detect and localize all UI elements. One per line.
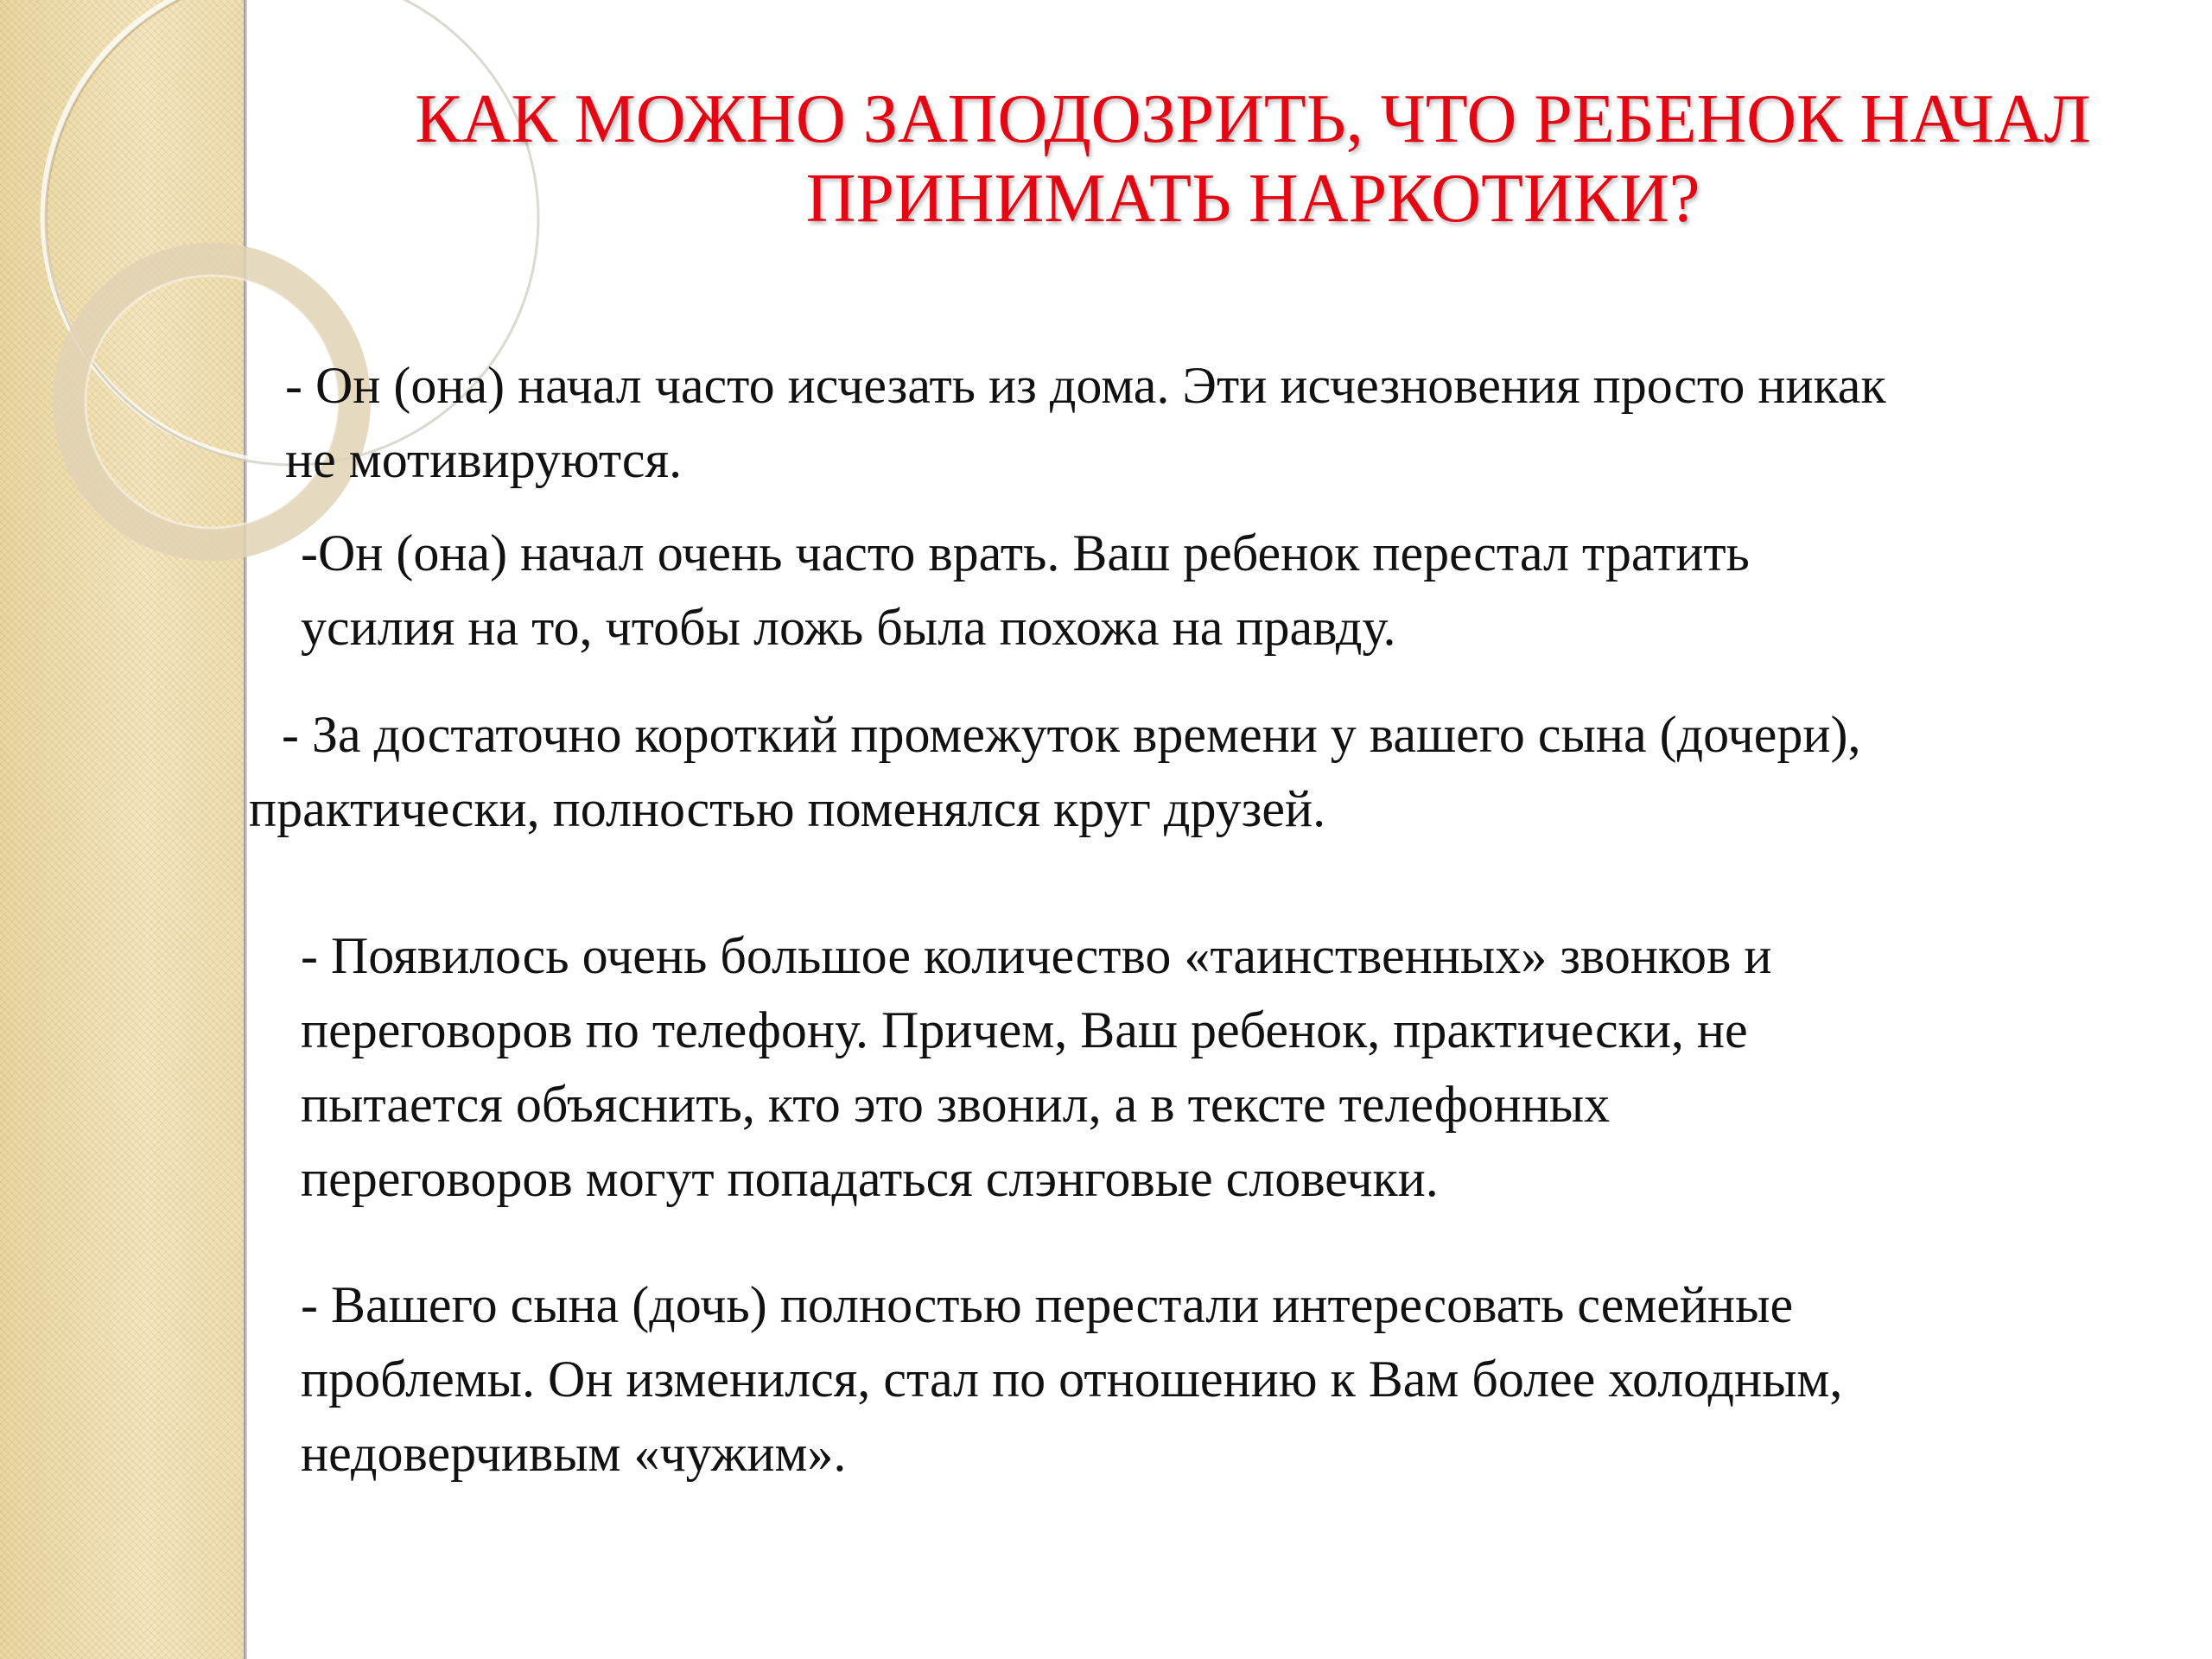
paragraph-line: - Появилось очень большое количество «таинственных» звонков и [301,927,1772,984]
title-line-2: ПРИНИМАТЬ НАРКОТИКИ? [805,161,1700,237]
paragraph-lying [301,516,1750,664]
paragraph-disappearing [285,348,1886,497]
paragraph-family [301,1268,1842,1491]
paragraph-line: недоверчивым «чужим». [301,1425,847,1482]
title-line-1: КАК МОЖНО ЗАПОДОЗРИТЬ, ЧТО РЕБЕНОК НАЧАЛ [415,81,2091,157]
paragraph-line: практически, полностью поменялся круг друзей. [249,780,1326,837]
paragraph-line: переговоров по телефону. Причем, Ваш ребенок, практически, не [301,1001,1748,1058]
paragraph-calls [301,918,1771,1216]
paragraph-line: - За достаточно короткий промежуток времени у вашего сына (дочери), [282,706,1861,763]
paragraph-line: проблемы. Он изменился, стал по отношению к Вам более холодным, [301,1351,1843,1408]
paragraph-line: - Вашего сына (дочь) полностью перестали интересовать семейные [301,1276,1794,1333]
paragraph-line: не мотивируются. [285,431,683,488]
paragraph-line: переговоров могут попадаться слэнговые словечки. [301,1150,1439,1207]
slide-title [311,79,2195,238]
paragraph-line: - Он (она) начал часто исчезать из дома. Эти исчезновения просто никак [285,357,1886,414]
paragraph-line: -Он (она) начал очень часто врать. Ваш ребенок перестал тратить [301,524,1750,582]
paragraph-friends [249,697,1860,846]
paragraph-line: усилия на то, чтобы ложь была похожа на правду. [301,599,1396,656]
paragraph-line: пытается объяснить, кто это звонил, а в тексте телефонных [301,1076,1611,1133]
